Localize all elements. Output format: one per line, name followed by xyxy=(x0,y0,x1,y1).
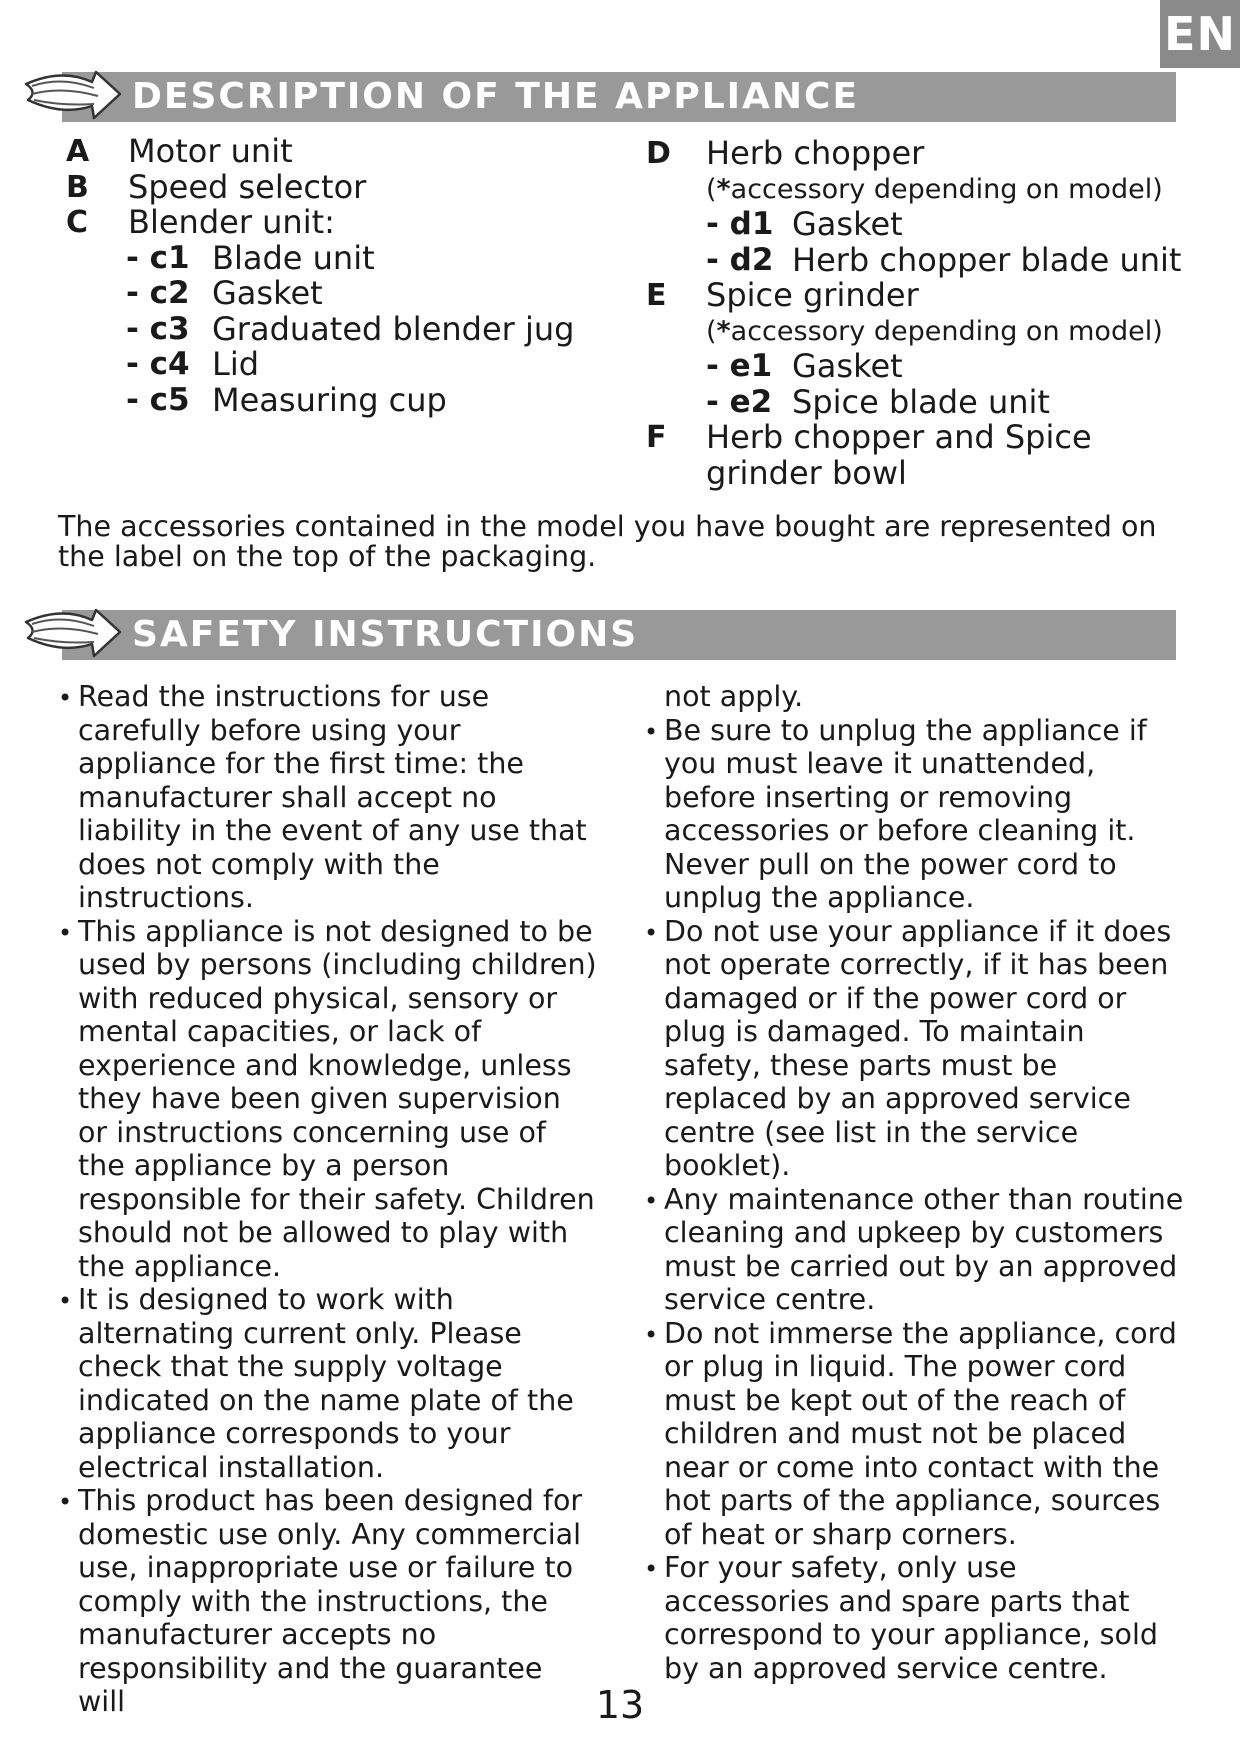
parts-list-left xyxy=(66,134,626,418)
item-note xyxy=(646,314,1206,350)
sub-item-label: Blade unit xyxy=(212,238,375,277)
safety-column-right xyxy=(644,680,1184,1685)
sub-item-code: - d1 xyxy=(706,206,774,242)
item-label: grinder bowl xyxy=(706,453,907,492)
sub-item xyxy=(66,347,626,383)
sub-item xyxy=(646,382,1206,421)
sub-item xyxy=(66,238,626,277)
item-label: Herb chopper and Spice xyxy=(706,418,1092,456)
sub-item-code: - c3 xyxy=(126,310,190,347)
section-header-safety xyxy=(62,610,1176,660)
list-item: • Do not immerse the appliance, cord or plug in liquid. The power cord must be kept out of the reach of children and must not be placed near or come into contact with the hot parts of the appliance, sources of heat or sharp corners. xyxy=(644,1317,1184,1552)
sub-item-label: Gasket xyxy=(212,274,323,312)
sub-item-label: Gasket xyxy=(792,347,903,385)
list-item: • It is designed to work with alternating current only. Please check that the supply voltage indicated on the name plate of the appliance corresponds to your electrical installation. xyxy=(58,1283,598,1484)
item-letter: E xyxy=(646,278,667,313)
list-item: • For your safety, only use accessories and spare parts that correspond to your appliance, sold by an approved service centre. xyxy=(644,1551,1184,1685)
sub-item-code: - c5 xyxy=(126,381,190,418)
sub-item-code: - c1 xyxy=(126,239,190,276)
list-item: • This product has been designed for domestic use only. Any commercial use, inappropriate use or failure to comply with the instructions, the manufacturer accepts no responsibility and the guarantee will xyxy=(58,1484,598,1719)
safety-column-left xyxy=(58,680,598,1719)
item-letter: B xyxy=(66,169,89,205)
sub-item xyxy=(66,380,626,419)
sub-item-code: - d2 xyxy=(706,241,774,278)
item-label: Herb chopper xyxy=(706,134,925,172)
list-item xyxy=(646,420,1206,456)
sub-item-label: Measuring cup xyxy=(212,380,447,419)
item-letter: D xyxy=(646,136,671,171)
list-item: • Be sure to unplug the appliance if you must leave it unattended, before inserting or removing accessories or before cleaning it. Never pull on the power cord to unplug the appliance. xyxy=(644,714,1184,915)
sub-item xyxy=(646,207,1206,243)
note-prefix: ( xyxy=(706,315,717,347)
sub-item-code: - e1 xyxy=(706,348,773,384)
note-star: * xyxy=(716,173,731,205)
sub-item-label: Spice blade unit xyxy=(792,382,1050,421)
section-title: DESCRIPTION OF THE APPLIANCE xyxy=(132,76,860,117)
item-note xyxy=(646,172,1206,208)
note-prefix: ( xyxy=(706,173,717,205)
item-label: Motor unit xyxy=(128,132,293,170)
sub-item-code: - e2 xyxy=(706,383,773,420)
parts-list-right xyxy=(646,136,1206,491)
language-tab: EN xyxy=(1160,0,1240,68)
list-item: • Do not use your appliance if it does not operate correctly, if it has been damaged or if the power cord or plug is damaged. To maintain safety, these parts must be replaced by an approved service centre (see list in the service booklet). xyxy=(644,915,1184,1183)
sub-item-label: Herb chopper blade unit xyxy=(792,240,1182,279)
section-header-description xyxy=(62,72,1176,122)
sub-item xyxy=(66,309,626,348)
sub-item xyxy=(646,349,1206,385)
page-number: 13 xyxy=(595,1683,645,1727)
sub-item-label: Graduated blender jug xyxy=(212,309,575,348)
list-item xyxy=(646,136,1206,172)
list-item xyxy=(66,205,626,241)
item-label: Blender unit: xyxy=(128,203,335,241)
list-item xyxy=(646,278,1206,314)
section-title: SAFETY INSTRUCTIONS xyxy=(132,614,639,655)
list-item: • Any maintenance other than routine cleaning and upkeep by customers must be carried out by an approved service centre. xyxy=(644,1183,1184,1317)
item-letter: A xyxy=(66,134,90,169)
list-item-continuation: not apply. xyxy=(664,680,804,713)
accessories-note: The accessories contained in the model you have bought are represented on the label on the top of the packaging. xyxy=(58,510,1157,573)
item-letter: F xyxy=(646,420,667,455)
arrow-icon xyxy=(22,604,122,662)
note-text: accessory depending on model) xyxy=(730,315,1163,347)
list-item-continuation xyxy=(646,453,1206,492)
sub-item xyxy=(646,240,1206,279)
list-item: • This appliance is not designed to be used by persons (including children) with reduced physical, sensory or mental capacities, or lack of experience and knowledge, unless they have been given supervision or instructions concerning use of the appliance by a person responsible for their safety. Children should not be allowed to play with the appliance. xyxy=(58,915,598,1284)
note-text: accessory depending on model) xyxy=(730,173,1163,205)
item-letter: C xyxy=(66,205,89,240)
list-item xyxy=(66,167,626,206)
list-item xyxy=(66,134,626,170)
sub-item-label: Gasket xyxy=(792,205,903,243)
sub-item xyxy=(66,276,626,312)
sub-item-code: - c2 xyxy=(126,275,190,311)
item-label: Speed selector xyxy=(128,167,367,206)
list-item: • Read the instructions for use carefully before using your appliance for the first time: the manufacturer shall accept no liability in the event of any use that does not comply with the instructions. xyxy=(58,680,598,915)
sub-item-code: - c4 xyxy=(126,346,190,382)
arrow-icon xyxy=(22,66,122,124)
sub-item-label: Lid xyxy=(212,345,260,383)
note-star: * xyxy=(716,315,731,347)
item-label: Spice grinder xyxy=(706,276,919,314)
